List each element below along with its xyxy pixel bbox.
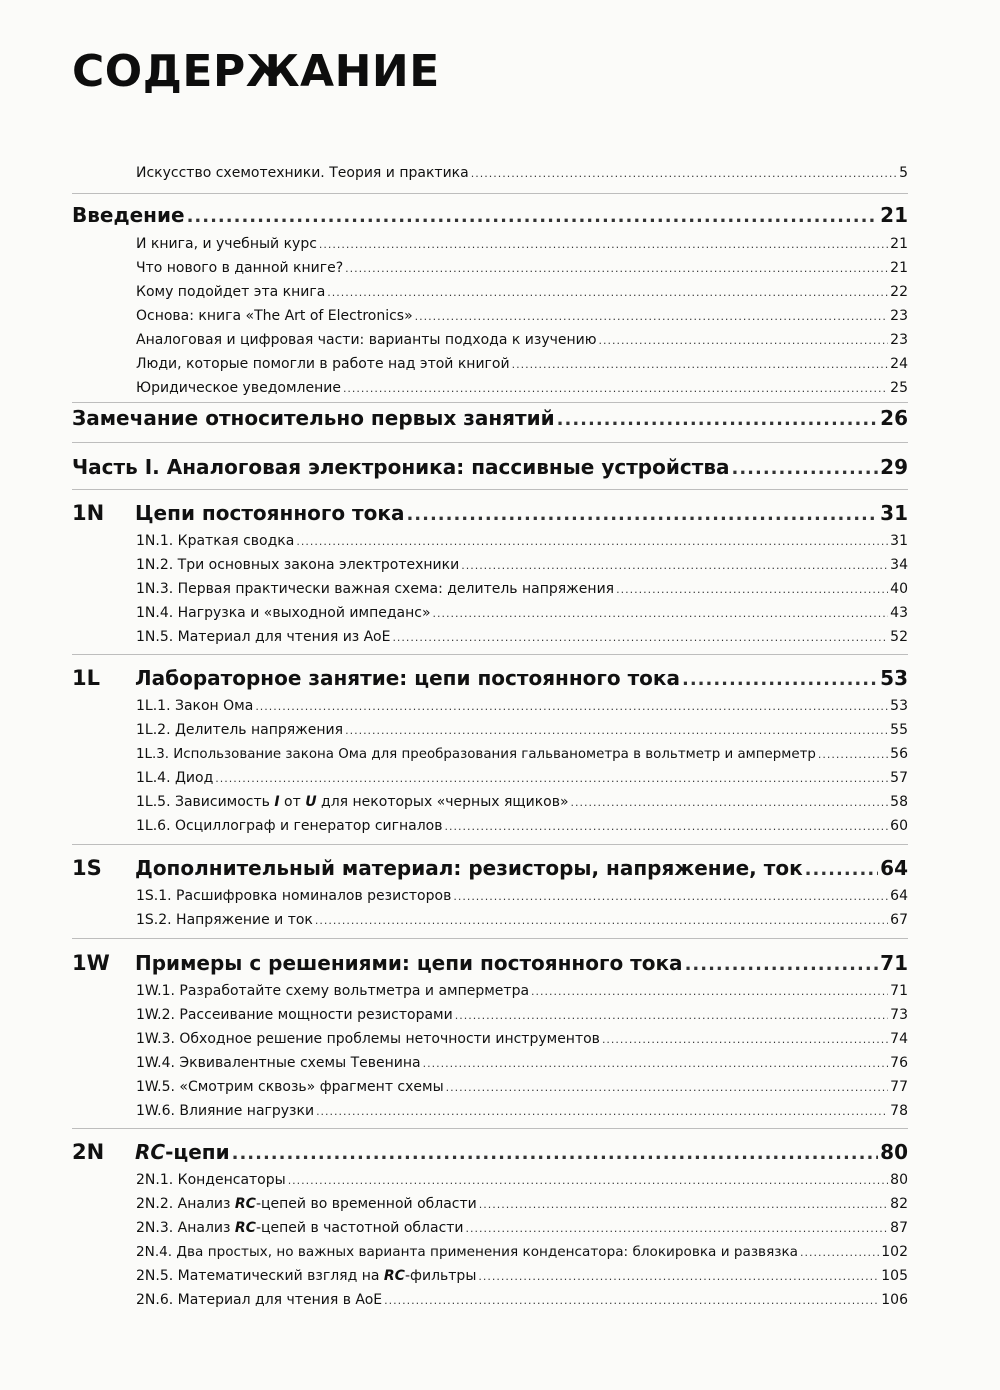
leader-dots xyxy=(433,607,889,620)
leader-dots xyxy=(315,914,888,927)
leader-dots xyxy=(288,1174,888,1187)
leader-dots xyxy=(805,859,879,880)
leader-dots xyxy=(446,1081,889,1094)
leader-dots xyxy=(319,238,888,251)
leader-dots xyxy=(599,334,889,347)
leader-dots xyxy=(471,167,897,180)
leader-dots xyxy=(531,985,888,998)
section-divider xyxy=(72,938,908,939)
leader-dots xyxy=(800,1246,879,1259)
leader-dots xyxy=(557,409,879,430)
leader-dots xyxy=(818,748,888,761)
leader-dots xyxy=(345,724,888,737)
section-divider xyxy=(72,844,908,845)
leader-dots xyxy=(343,382,888,395)
leader-dots xyxy=(455,1009,888,1022)
chapter-number: 2N xyxy=(72,1140,105,1164)
chapter-number: 1L xyxy=(72,666,100,690)
leader-dots xyxy=(461,559,888,572)
leader-dots xyxy=(682,669,878,690)
chapter-number: 1S xyxy=(72,856,102,880)
leader-dots xyxy=(187,206,879,227)
leader-dots xyxy=(406,504,878,525)
leader-dots xyxy=(392,631,888,644)
leader-dots xyxy=(731,458,878,479)
section-divider xyxy=(72,489,908,490)
section-divider xyxy=(72,402,908,403)
leader-dots xyxy=(685,954,879,975)
leader-dots xyxy=(602,1033,888,1046)
page-title: СОДЕРЖАНИЕ xyxy=(72,46,440,97)
leader-dots xyxy=(571,796,889,809)
leader-dots xyxy=(215,772,888,785)
leader-dots xyxy=(466,1222,889,1235)
section-divider xyxy=(72,654,908,655)
leader-dots xyxy=(479,1198,888,1211)
section-divider xyxy=(72,193,908,194)
leader-dots xyxy=(423,1057,889,1070)
chapter-number: 1N xyxy=(72,501,105,525)
leader-dots xyxy=(444,820,888,833)
leader-dots xyxy=(512,358,889,371)
leader-dots xyxy=(616,583,888,596)
leader-dots xyxy=(384,1294,879,1307)
leader-dots xyxy=(232,1143,879,1164)
chapter-number: 1W xyxy=(72,951,110,975)
section-divider xyxy=(72,1128,908,1129)
leader-dots xyxy=(478,1270,879,1283)
section-divider xyxy=(72,442,908,443)
leader-dots xyxy=(453,890,888,903)
leader-dots xyxy=(255,700,888,713)
leader-dots xyxy=(345,262,888,275)
leader-dots xyxy=(415,310,889,323)
leader-dots xyxy=(296,535,888,548)
leader-dots xyxy=(327,286,888,299)
leader-dots xyxy=(316,1105,888,1118)
